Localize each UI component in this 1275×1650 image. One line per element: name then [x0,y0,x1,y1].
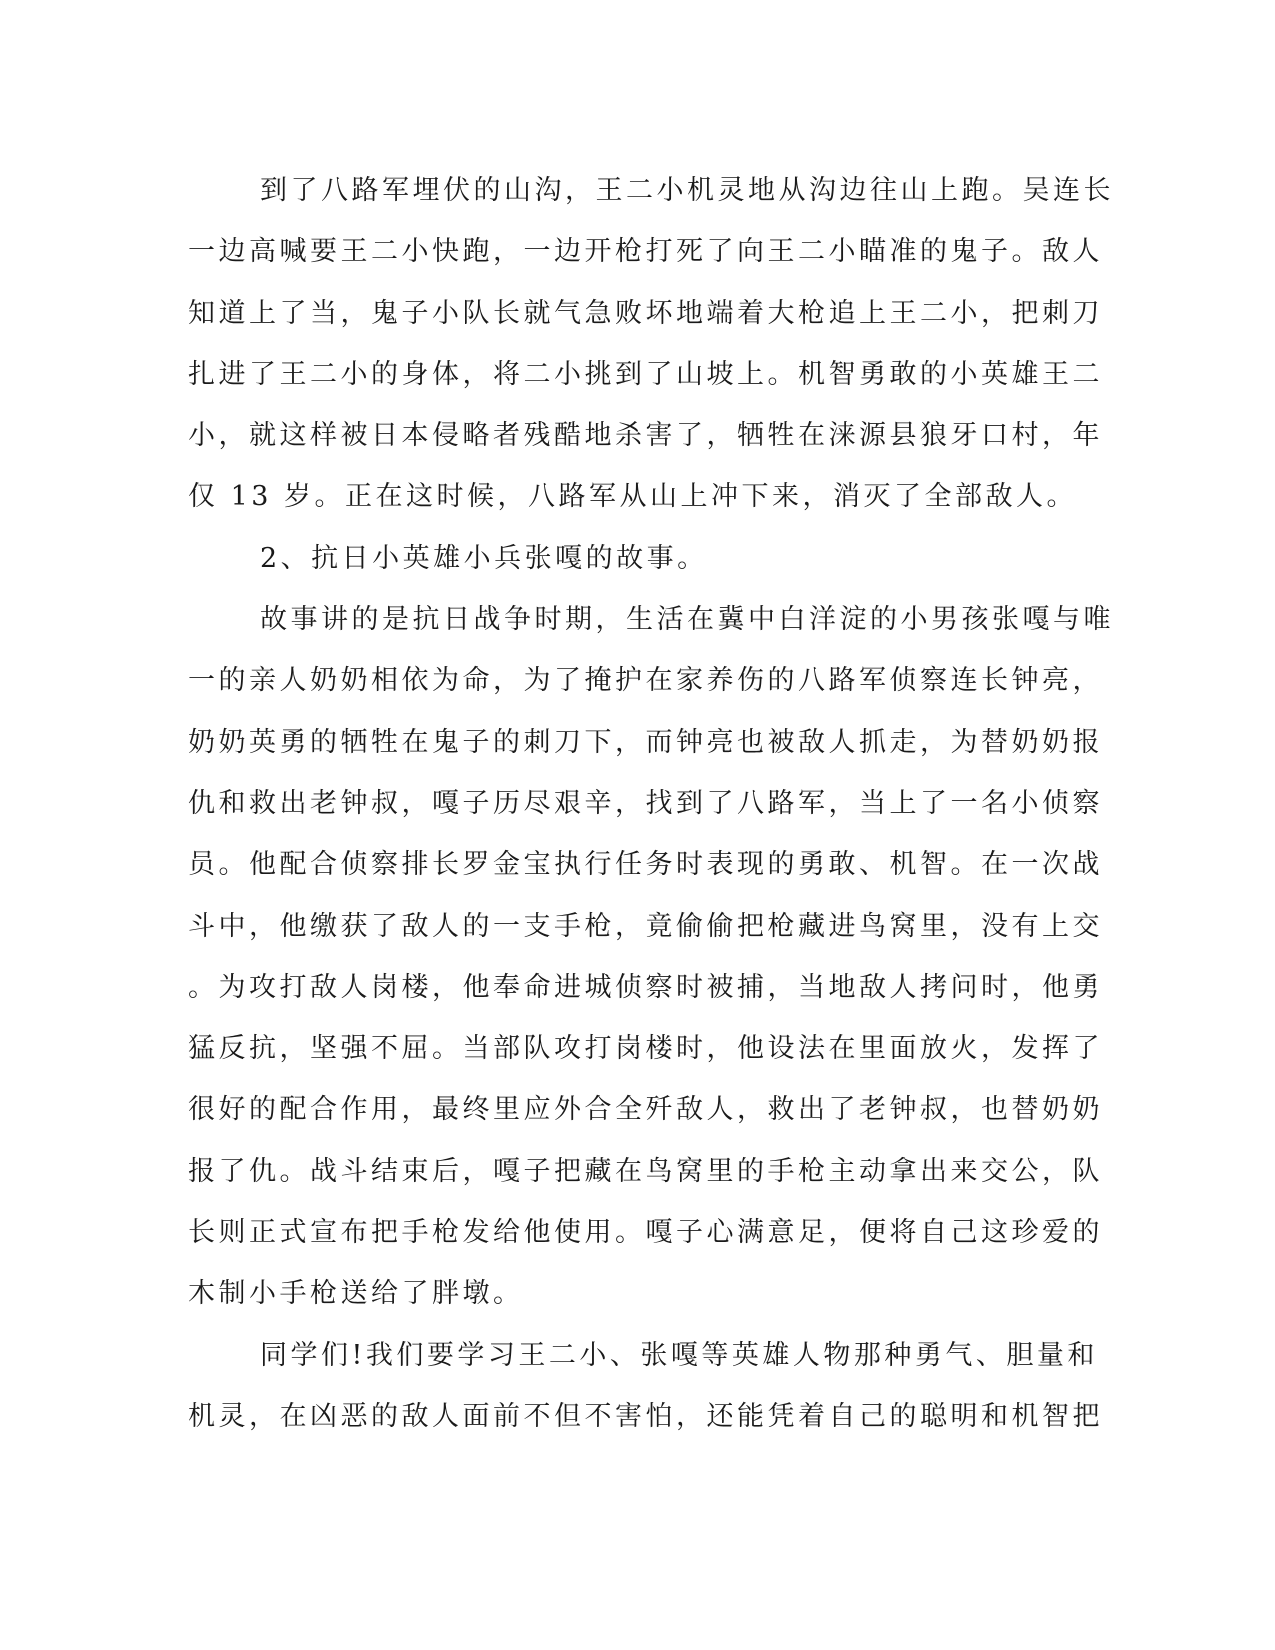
text-line-20: 同学们!我们要学习王二小、张嘎等英雄人物那种勇气、胆量和 [260,1339,1098,1371]
text-line-2: 一边高喊要王二小快跑，一边开枪打死了向王二小瞄准的鬼子。敌人 [188,236,1103,268]
text-line-17: 报了仇。战斗结束后，嘎子把藏在鸟窝里的手枪主动拿出来交公，队 [188,1155,1103,1187]
text-line-15: 猛反抗，坚强不屈。当部队攻打岗楼时，他设法在里面放火，发挥了 [188,1033,1103,1065]
text-line-1: 到了八路军埋伏的山沟，王二小机灵地从沟边往山上跑。吴连长 [260,175,1114,206]
text-line-16: 很好的配合作用，最终里应外合全歼敌人，救出了老钟叔，也替奶奶 [188,1094,1103,1126]
body-text [188,160,1114,1447]
text-line-19: 木制小手枪送给了胖墩。 [188,1278,524,1310]
text-line-4: 扎进了王二小的身体，将二小挑到了山坡上。机智勇敢的小英雄王二 [188,358,1103,390]
text-line-18: 长则正式宣布把手枪发给他使用。嘎子心满意足，便将自己这珍爱的 [188,1217,1103,1249]
text-line-10: 奶奶英勇的牺牲在鬼子的刺刀下，而钟亮也被敌人抓走，为替奶奶报 [188,726,1103,758]
text-line-14: 。为攻打敌人岗楼，他奉命进城侦察时被捕，当地敌人拷问时，他勇 [188,971,1103,1003]
text-line-9: 一的亲人奶奶相依为命，为了掩护在家养伤的八路军侦察连长钟亮， [188,665,1103,697]
text-line-13: 斗中，他缴获了敌人的一支手枪，竟偷偷把枪藏进鸟窝里，没有上交 [188,910,1103,942]
text-line-6: 仅 13 岁。正在这时候，八路军从山上冲下来，消灭了全部敌人。 [188,481,1078,513]
text-line-3: 知道上了当，鬼子小队长就气急败坏地端着大枪追上王二小，把刺刀 [188,297,1103,329]
text-line-11: 仇和救出老钟叔，嘎子历尽艰辛，找到了八路军，当上了一名小侦察 [188,787,1103,819]
text-line-21: 机灵，在凶恶的敌人面前不但不害怕，还能凭着自己的聪明和机智把 [188,1400,1103,1432]
text-line-5: 小，就这样被日本侵略者残酷地杀害了，牺牲在涞源县狼牙口村，年 [188,420,1103,452]
text-line-12: 员。他配合侦察排长罗金宝执行任务时表现的勇敢、机智。在一次战 [188,849,1103,881]
section-heading: 2、抗日小英雄小兵张嘎的故事。 [260,542,708,574]
text-line-8: 故事讲的是抗日战争时期，生活在冀中白洋淀的小男孩张嘎与唯 [260,604,1114,636]
